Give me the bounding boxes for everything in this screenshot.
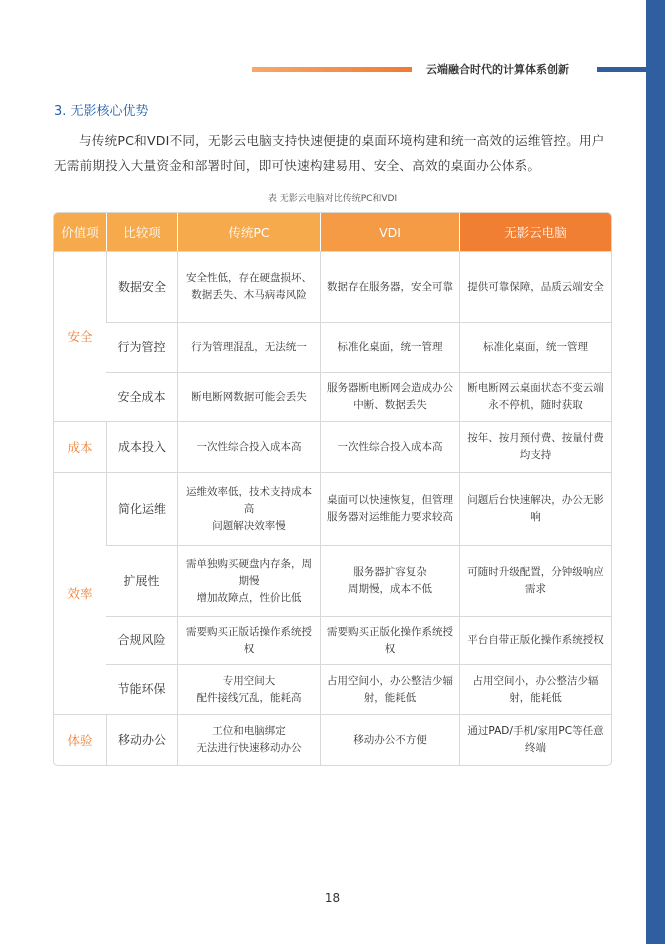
cell-pc: 断电断网数据可能会丢失 (177, 372, 320, 421)
table-row (54, 472, 611, 545)
cell-pc: 需单独购买硬盘内存条，周期慢 增加故障点，性价比低 (177, 545, 320, 616)
cell-wuying: 提供可靠保障，品质云端安全 (459, 251, 611, 322)
cell-wuying: 通过PAD/手机/家用PC等任意终端 (459, 714, 611, 765)
group-efficiency: 效率 (54, 472, 106, 714)
header-orange-bar (252, 67, 412, 72)
cell-wuying: 标准化桌面，统一管理 (459, 322, 611, 372)
group-cost: 成本 (54, 421, 106, 472)
comparison-table (53, 212, 612, 766)
cell-wuying: 可随时升级配置，分钟级响应需求 (459, 545, 611, 616)
header-blue-bar (597, 67, 647, 72)
table-row (54, 251, 611, 322)
cell-pc: 工位和电脑绑定 无法进行快速移动办公 (177, 714, 320, 765)
cell-wuying: 断电断网云桌面状态不变云端永不停机，随时获取 (459, 372, 611, 421)
table-row (54, 421, 611, 472)
table-row (54, 545, 611, 616)
cell-wuying: 按年、按月预付费、按量付费均支持 (459, 421, 611, 472)
table-row (54, 372, 611, 421)
header-vdi: VDI (320, 213, 459, 251)
cell-wuying: 平台自带正版化操作系统授权 (459, 616, 611, 664)
row-item: 合规风险 (106, 616, 177, 664)
table-row (54, 616, 611, 664)
table-row (54, 322, 611, 372)
cell-pc: 专用空间大 配件接线冗乱，能耗高 (177, 664, 320, 714)
row-item: 移动办公 (106, 714, 177, 765)
cell-vdi: 移动办公不方便 (320, 714, 459, 765)
cell-vdi: 标准化桌面，统一管理 (320, 322, 459, 372)
cell-vdi: 一次性综合投入成本高 (320, 421, 459, 472)
running-header-title: 云端融合时代的计算体系创新 (426, 63, 569, 76)
cell-pc: 运维效率低，技术支持成本高 问题解决效率慢 (177, 472, 320, 545)
row-item: 成本投入 (106, 421, 177, 472)
group-security: 安全 (54, 251, 106, 421)
cell-pc: 行为管理混乱，无法统一 (177, 322, 320, 372)
page-number: 18 (324, 891, 341, 905)
header-compare-item: 比较项 (106, 213, 177, 251)
row-item: 简化运维 (106, 472, 177, 545)
cell-vdi: 需要购买正版化操作系统授权 (320, 616, 459, 664)
row-item: 节能环保 (106, 664, 177, 714)
cell-pc: 需要购买正版话操作系统授权 (177, 616, 320, 664)
cell-wuying: 占用空间小，办公整洁少辐射，能耗低 (459, 664, 611, 714)
table-caption: 表 无影云电脑对比传统PC和VDI (267, 194, 398, 204)
cell-wuying: 问题后台快速解决，办公无影响 (459, 472, 611, 545)
table-header-row (54, 213, 611, 251)
cell-vdi: 数据存在服务器，安全可靠 (320, 251, 459, 322)
cell-vdi: 占用空间小，办公整洁少辐射，能耗低 (320, 664, 459, 714)
intro-paragraph: 与传统PC和VDI不同，无影云电脑支持快速便捷的桌面环境构建和统一高效的运维管控。用户无需前期投入大量资金和部署时间，即可快速构建易用、安全、高效的桌面办公体系。 (54, 133, 605, 173)
row-item: 安全成本 (106, 372, 177, 421)
cell-vdi: 服务器断电断网会造成办公中断、数据丢失 (320, 372, 459, 421)
group-experience: 体验 (54, 714, 106, 765)
table-row (54, 714, 611, 765)
section-heading: 3. 无影核心优势 (54, 104, 149, 119)
row-item: 数据安全 (106, 251, 177, 322)
cell-vdi: 桌面可以快速恢复，但管理服务器对运维能力要求较高 (320, 472, 459, 545)
side-decoration-bar (646, 0, 665, 944)
cell-vdi: 服务器扩容复杂 周期慢，成本不低 (320, 545, 459, 616)
header-traditional-pc: 传统PC (177, 213, 320, 251)
cell-pc: 一次性综合投入成本高 (177, 421, 320, 472)
cell-pc: 安全性低，存在硬盘损坏、数据丢失、木马病毒风险 (177, 251, 320, 322)
header-wuying: 无影云电脑 (459, 213, 611, 251)
header-value-item: 价值项 (54, 213, 106, 251)
table-row (54, 664, 611, 714)
row-item: 扩展性 (106, 545, 177, 616)
row-item: 行为管控 (106, 322, 177, 372)
